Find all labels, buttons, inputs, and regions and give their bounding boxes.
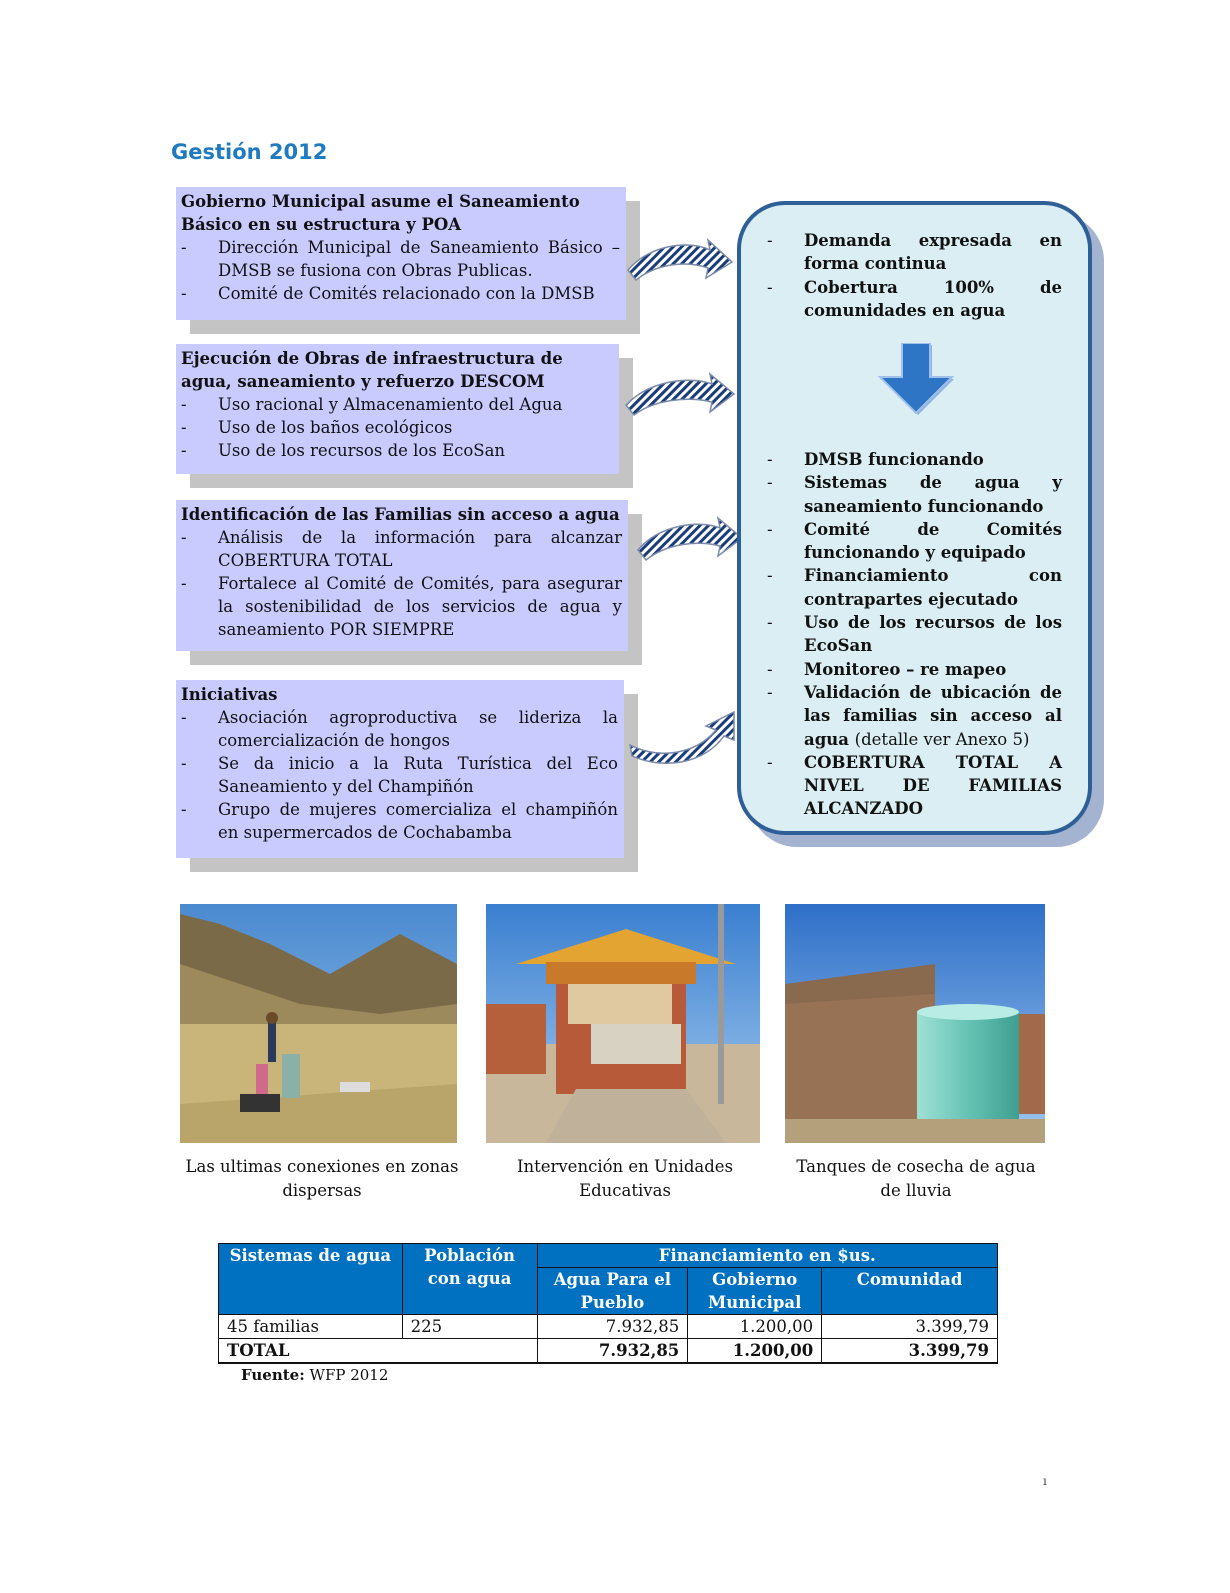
header-gobierno: Gobierno Municipal — [688, 1268, 822, 1315]
cell-agua-pueblo: 7.932,85 — [537, 1315, 688, 1339]
table-total-row — [219, 1339, 998, 1364]
source-note — [241, 1366, 388, 1384]
photo-caption: Intervención en Unidades Educativas — [516, 1157, 734, 1200]
box-title: Gobierno Municipal asume el Saneamiento Básico en su estructura y POA — [181, 192, 580, 234]
list-item: - Monitoreo – re mapeo — [767, 658, 1062, 681]
cell-comunidad: 3.399,79 — [822, 1315, 998, 1339]
list-item: - Uso de los recursos de los EcoSan — [181, 439, 613, 462]
list-item: - Análisis de la información para alcanzar COBERTURA TOTAL — [181, 526, 622, 572]
total-agua-pueblo: 7.932,85 — [537, 1339, 688, 1364]
connector-arrows — [620, 230, 745, 790]
results-top-list — [767, 229, 1062, 322]
box-iniciativas — [176, 680, 624, 858]
box-title: Ejecución de Obras de infraestructura de agua, saneamiento y refuerzo DESCOM — [181, 349, 563, 391]
list-item: - Demanda expresada en forma continua — [767, 229, 1062, 276]
header-sistemas: Sistemas de agua — [219, 1244, 403, 1315]
header-comunidad: Comunidad — [822, 1268, 998, 1315]
total-comunidad: 3.399,79 — [822, 1339, 998, 1364]
cell-sistemas: 45 familias — [219, 1315, 403, 1339]
header-poblacion: Población con agua — [402, 1244, 537, 1315]
table-row — [219, 1315, 998, 1339]
curved-arrow-icon — [626, 374, 734, 415]
list-item-text: Validación de ubicación de las familias sin acceso al — [804, 682, 1062, 726]
photo-caption: Tanques de cosecha de agua de lluvia — [796, 1157, 1036, 1200]
list-item: - Cobertura 100% de comunidades en agua — [767, 276, 1062, 323]
annex-note: (detalle ver Anexo 5) — [854, 729, 1030, 749]
list-item: - Comité de Comités relacionado con la DMSB — [181, 282, 620, 305]
source-value: WFP 2012 — [309, 1366, 389, 1384]
financing-table — [218, 1243, 998, 1364]
box-list — [181, 526, 622, 641]
box-title: Iniciativas — [181, 685, 278, 704]
box-identificacion-familias — [176, 500, 628, 651]
list-item: - COBERTURA TOTAL A NIVEL DE FAMILIAS ALCANZADO — [767, 751, 1062, 821]
list-item — [767, 681, 1062, 751]
photo-rural-connection — [180, 904, 457, 1143]
results-box — [737, 201, 1092, 835]
header-financiamiento: Financiamiento en $us. — [537, 1244, 997, 1268]
header-agua-pueblo: Agua Para el Pueblo — [537, 1268, 688, 1315]
total-label: TOTAL — [219, 1339, 538, 1364]
box-ejecucion-obras — [176, 344, 619, 474]
list-item: - Dirección Municipal de Saneamiento Básico – DMSB se fusiona con Obras Publicas. — [181, 236, 620, 282]
section-heading: Gestión 2012 — [171, 140, 328, 164]
box-list — [181, 706, 618, 844]
total-gobierno: 1.200,00 — [688, 1339, 822, 1364]
results-bottom-list — [767, 448, 1062, 821]
box-list — [181, 393, 613, 462]
curved-arrow-icon — [628, 240, 732, 280]
list-item: - Se da inicio a la Ruta Turística del Eco Saneamiento y del Champiñón — [181, 752, 618, 798]
list-item: - DMSB funcionando — [767, 448, 1062, 471]
photo-caption: Las ultimas conexiones en zonas dispersas — [185, 1157, 459, 1200]
curved-arrow-icon — [638, 518, 742, 560]
box-gobierno-municipal — [176, 187, 626, 320]
list-item: - Fortalece al Comité de Comités, para asegurar la sostenibilidad de los servicios de agua y saneamiento POR SIEMPRE — [181, 572, 622, 641]
photo-rainwater-tanks — [785, 904, 1045, 1143]
source-label: Fuente: — [241, 1366, 305, 1384]
list-item: - Uso de los recursos de los EcoSan — [767, 611, 1062, 658]
box-title: Identificación de las Familias sin acceso a agua — [181, 505, 620, 524]
cell-poblacion: 225 — [402, 1315, 537, 1339]
page-mark: ı — [1043, 1474, 1047, 1488]
cell-gobierno: 1.200,00 — [688, 1315, 822, 1339]
list-item: - Sistemas de agua y saneamiento funcionando — [767, 471, 1062, 518]
photo-school-intervention — [486, 904, 760, 1143]
list-item: - Comité de Comités funcionando y equipado — [767, 518, 1062, 565]
list-item: - Financiamiento con contrapartes ejecutado — [767, 564, 1062, 611]
box-list — [181, 236, 620, 305]
curved-arrow-icon — [630, 712, 734, 763]
table-header-row — [219, 1244, 998, 1268]
list-item: - Uso de los baños ecológicos — [181, 416, 613, 439]
down-arrow-icon — [878, 343, 958, 419]
list-item: - Asociación agroproductiva se lideriza la comercialización de hongos — [181, 706, 618, 752]
list-item: - Uso racional y Almacenamiento del Agua — [181, 393, 613, 416]
list-item-text: agua — [804, 729, 849, 749]
list-item: - Grupo de mujeres comercializa el champiñón en supermercados de Cochabamba — [181, 798, 618, 844]
